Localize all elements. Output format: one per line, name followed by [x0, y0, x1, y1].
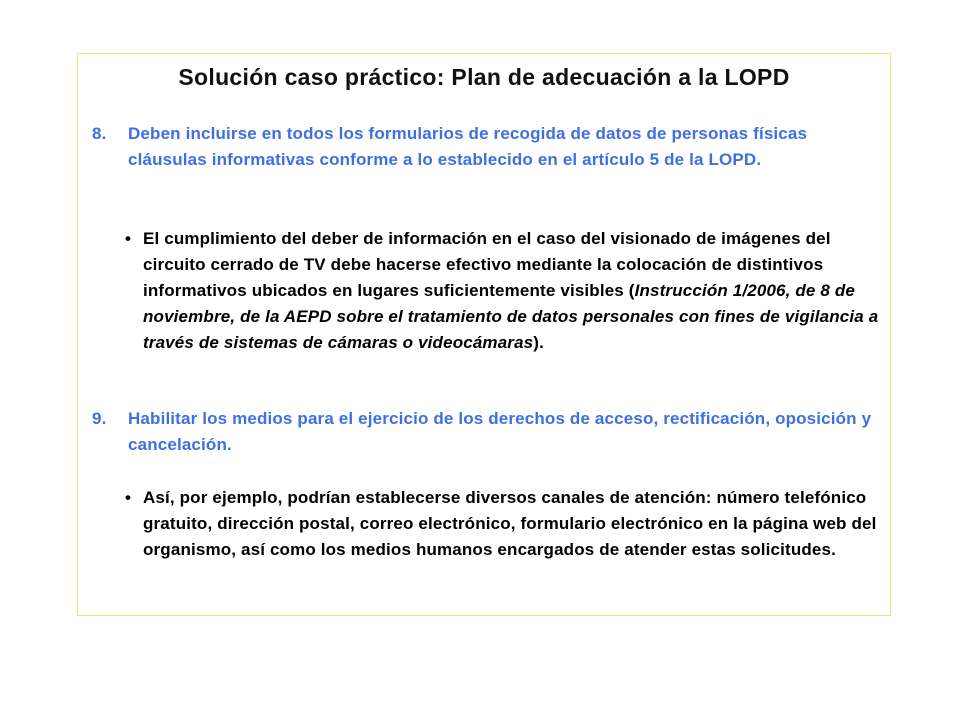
bullet-text [143, 226, 885, 356]
item-number: 9. [92, 409, 107, 428]
bullet-item-channels [125, 485, 885, 563]
item-number: 8. [92, 124, 107, 143]
bullet-marker: • [125, 229, 132, 248]
bullet-marker: • [125, 488, 132, 507]
bullet-item-cctv [125, 226, 885, 356]
numbered-item-8 [92, 121, 882, 173]
bullet-text-citation: Instrucción 1/2006, de 8 de noviembre, de la AEPD sobre el tratamiento de datos personales con fines de vigilancia a través de sistemas de cámaras o videocámaras [143, 281, 879, 352]
bullet-text: Así, por ejemplo, podrían establecerse diversos canales de atención: número telefónico gratuito, dirección postal, correo electrónico, formulario electrónico en la página web del organismo, así como los medios humanos encargados de atender estas solicitudes. [143, 488, 877, 559]
bullet-text-start: El cumplimiento del deber de información en el caso del visionado de imágenes del circuito cerrado de TV debe hacerse efectivo mediante la colocación de distintivos informativos ubicados en lugares suficientemente visibles ( [143, 229, 831, 300]
bullet-text-end: ). [533, 333, 544, 352]
item-text: Habilitar los medios para el ejercicio de los derechos de acceso, rectificación, oposición y cancelación. [128, 409, 872, 454]
slide-title: Solución caso práctico: Plan de adecuación a la LOPD [178, 64, 790, 90]
item-text: Deben incluirse en todos los formularios de recogida de datos de personas físicas cláusulas informativas conforme a lo establecido en el artículo 5 de la LOPD. [128, 124, 808, 169]
numbered-item-9 [92, 406, 882, 458]
